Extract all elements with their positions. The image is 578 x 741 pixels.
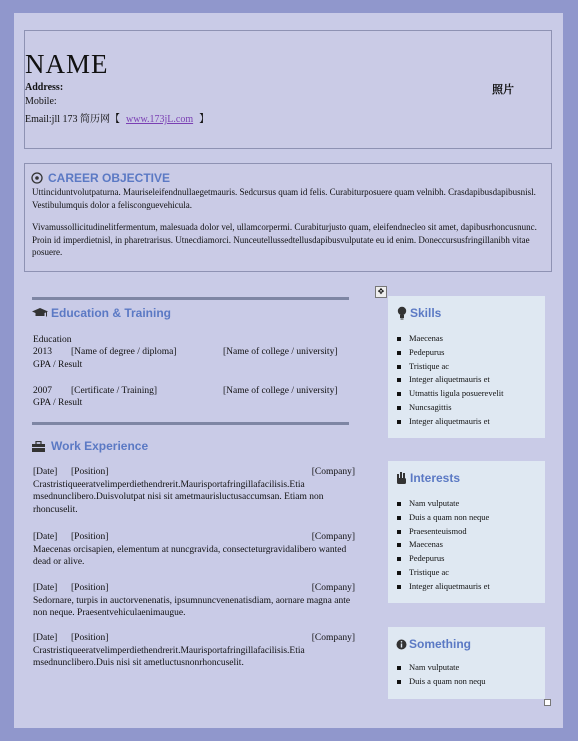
work-entry (33, 582, 355, 620)
skills-panel (388, 296, 545, 438)
graduation-cap-icon (32, 307, 48, 319)
education-subheading: Education (33, 335, 72, 345)
work-description: Crastristiqueeratvelimperdiethendrerit.Maurisportafringillafacilisis.Etia msednunclibero.Duis nisi sit ametluctusnonrhoncuselit. (33, 645, 305, 668)
interests-list (397, 497, 490, 594)
work-date: [Date] (33, 633, 58, 643)
career-objective-box (24, 163, 552, 272)
something-panel (388, 627, 545, 699)
email-prefix: Email:jll 173 简历网【 (25, 114, 120, 125)
work-date: [Date] (33, 467, 58, 477)
education-gpa: GPA / Result (33, 398, 83, 408)
work-experience-heading (32, 439, 148, 453)
skills-heading (396, 306, 441, 320)
work-description: Sedornare, turpis in auctorvenenatis, ipsumnuncvenenatisdiam, aornare magna ante non neque. Praesentvehiculaenimaugue. (33, 595, 351, 618)
work-experience-title: Work Experience (51, 439, 149, 453)
skills-list (397, 332, 503, 429)
table-move-handle[interactable]: ✥ (375, 286, 387, 298)
work-entry (33, 466, 355, 516)
briefcase-icon (32, 441, 45, 452)
interest-item: Duis a quam non neque (397, 511, 490, 525)
work-position: [Position] (71, 633, 109, 643)
interest-item: Nam vulputate (397, 497, 490, 511)
skill-item: Integer aliquetmauris et (397, 373, 503, 387)
education-degree: [Name of degree / diploma] (71, 347, 177, 357)
email-line (25, 110, 209, 125)
lightbulb-icon (396, 306, 408, 320)
work-description: Maecenas orcisapien, elementum at nuncgravida, consecteturgravidalibero wanted dead or alive. (33, 544, 347, 567)
gear-icon (31, 172, 43, 184)
hand-icon (396, 471, 408, 485)
mobile-label: Mobile: (25, 96, 57, 107)
education-college: [Name of college / university] (223, 347, 338, 357)
education-divider (32, 297, 349, 300)
something-title: Something (409, 637, 471, 651)
something-item: Nam vulputate (397, 661, 486, 675)
skill-item: Utmattis ligula posuerevelit (397, 387, 503, 401)
skill-item: Pedepurus (397, 346, 503, 360)
education-gpa: GPA / Result (33, 360, 83, 370)
header-box (24, 30, 552, 149)
work-entry (33, 531, 355, 569)
work-description: Crastristiqueeratvelimperdiethendrerit.Maurisportafringillafacilisis.Etia msednunclibero.Duisvolutpat nisi sit ametmaurisluctusaccumsan. Etiam non rhoncuselit. (33, 479, 324, 515)
work-company: [Company] (311, 467, 355, 477)
skills-title: Skills (410, 306, 442, 320)
something-heading (396, 637, 471, 651)
education-row (33, 385, 355, 397)
education-heading (32, 306, 171, 320)
work-company: [Company] (311, 633, 355, 643)
skill-item: Maecenas (397, 332, 503, 346)
work-entry (33, 632, 355, 670)
photo-placeholder: 照片 (492, 83, 514, 96)
interest-item: Pedepurus (397, 552, 490, 566)
interest-item: Maecenas (397, 538, 490, 552)
address-label: Address: (25, 82, 64, 93)
education-year: 2013 (33, 347, 52, 357)
interest-item: Tristique ac (397, 566, 490, 580)
objective-paragraph-1: Uttinciduntvolutpaturna. Mauriseleifendnullaegetmauris. Sedcursus quam id felis. Curabiturposuere quam velnibh. Crasdapibusdapibusnisl. Vestibulumquis dolor a felisconguevehicula. (32, 187, 536, 210)
education-title: Education & Training (51, 306, 172, 320)
education-certificate: [Certificate / Training] (71, 386, 158, 396)
education-year: 2007 (33, 386, 52, 396)
career-objective-title: CAREER OBJECTIVE (48, 171, 171, 185)
website-link[interactable]: www.173jL.com (126, 114, 194, 125)
work-position: [Position] (71, 583, 109, 593)
interests-panel (388, 461, 545, 603)
work-position: [Position] (71, 532, 109, 542)
interests-title: Interests (410, 471, 461, 485)
work-position: [Position] (71, 467, 109, 477)
career-objective-heading (31, 171, 170, 185)
work-company: [Company] (311, 532, 355, 542)
candidate-name: NAME (25, 49, 109, 79)
skill-item: Tristique ac (397, 360, 503, 374)
work-company: [Company] (311, 583, 355, 593)
something-item: Duis a quam non nequ (397, 675, 486, 689)
work-divider (32, 422, 349, 425)
table-resize-handle[interactable] (544, 699, 551, 706)
education-college: [Name of college / university] (223, 386, 338, 396)
interest-item: Integer aliquetmauris et (397, 580, 490, 594)
skill-item: Integer aliquetmauris et (397, 415, 503, 429)
work-date: [Date] (33, 532, 58, 542)
work-date: [Date] (33, 583, 58, 593)
resume-page (14, 13, 563, 728)
skill-item: Nuncsagittis (397, 401, 503, 415)
objective-paragraph-2: Vivamussollicitudinelitfermentum, malesuada dolor vel, ullamcorpermi. Curabiturjusto quam, eleifendnecleo sit amet, dapibusrhoncusnunc. Proin id imperdietnisl, in pharetrarisus. Utnecdiamorci. Nunceutellussedtellusdapibusvulputate eu id enim. Doneccursusfringillanibh vitae posuere. (32, 222, 537, 257)
something-list (397, 661, 486, 689)
interest-item: Praesenteuismod (397, 525, 490, 539)
interests-heading (396, 471, 460, 485)
info-icon (396, 639, 407, 650)
email-suffix: 】 (199, 114, 210, 125)
education-row (33, 346, 355, 358)
career-objective-text (32, 186, 544, 269)
